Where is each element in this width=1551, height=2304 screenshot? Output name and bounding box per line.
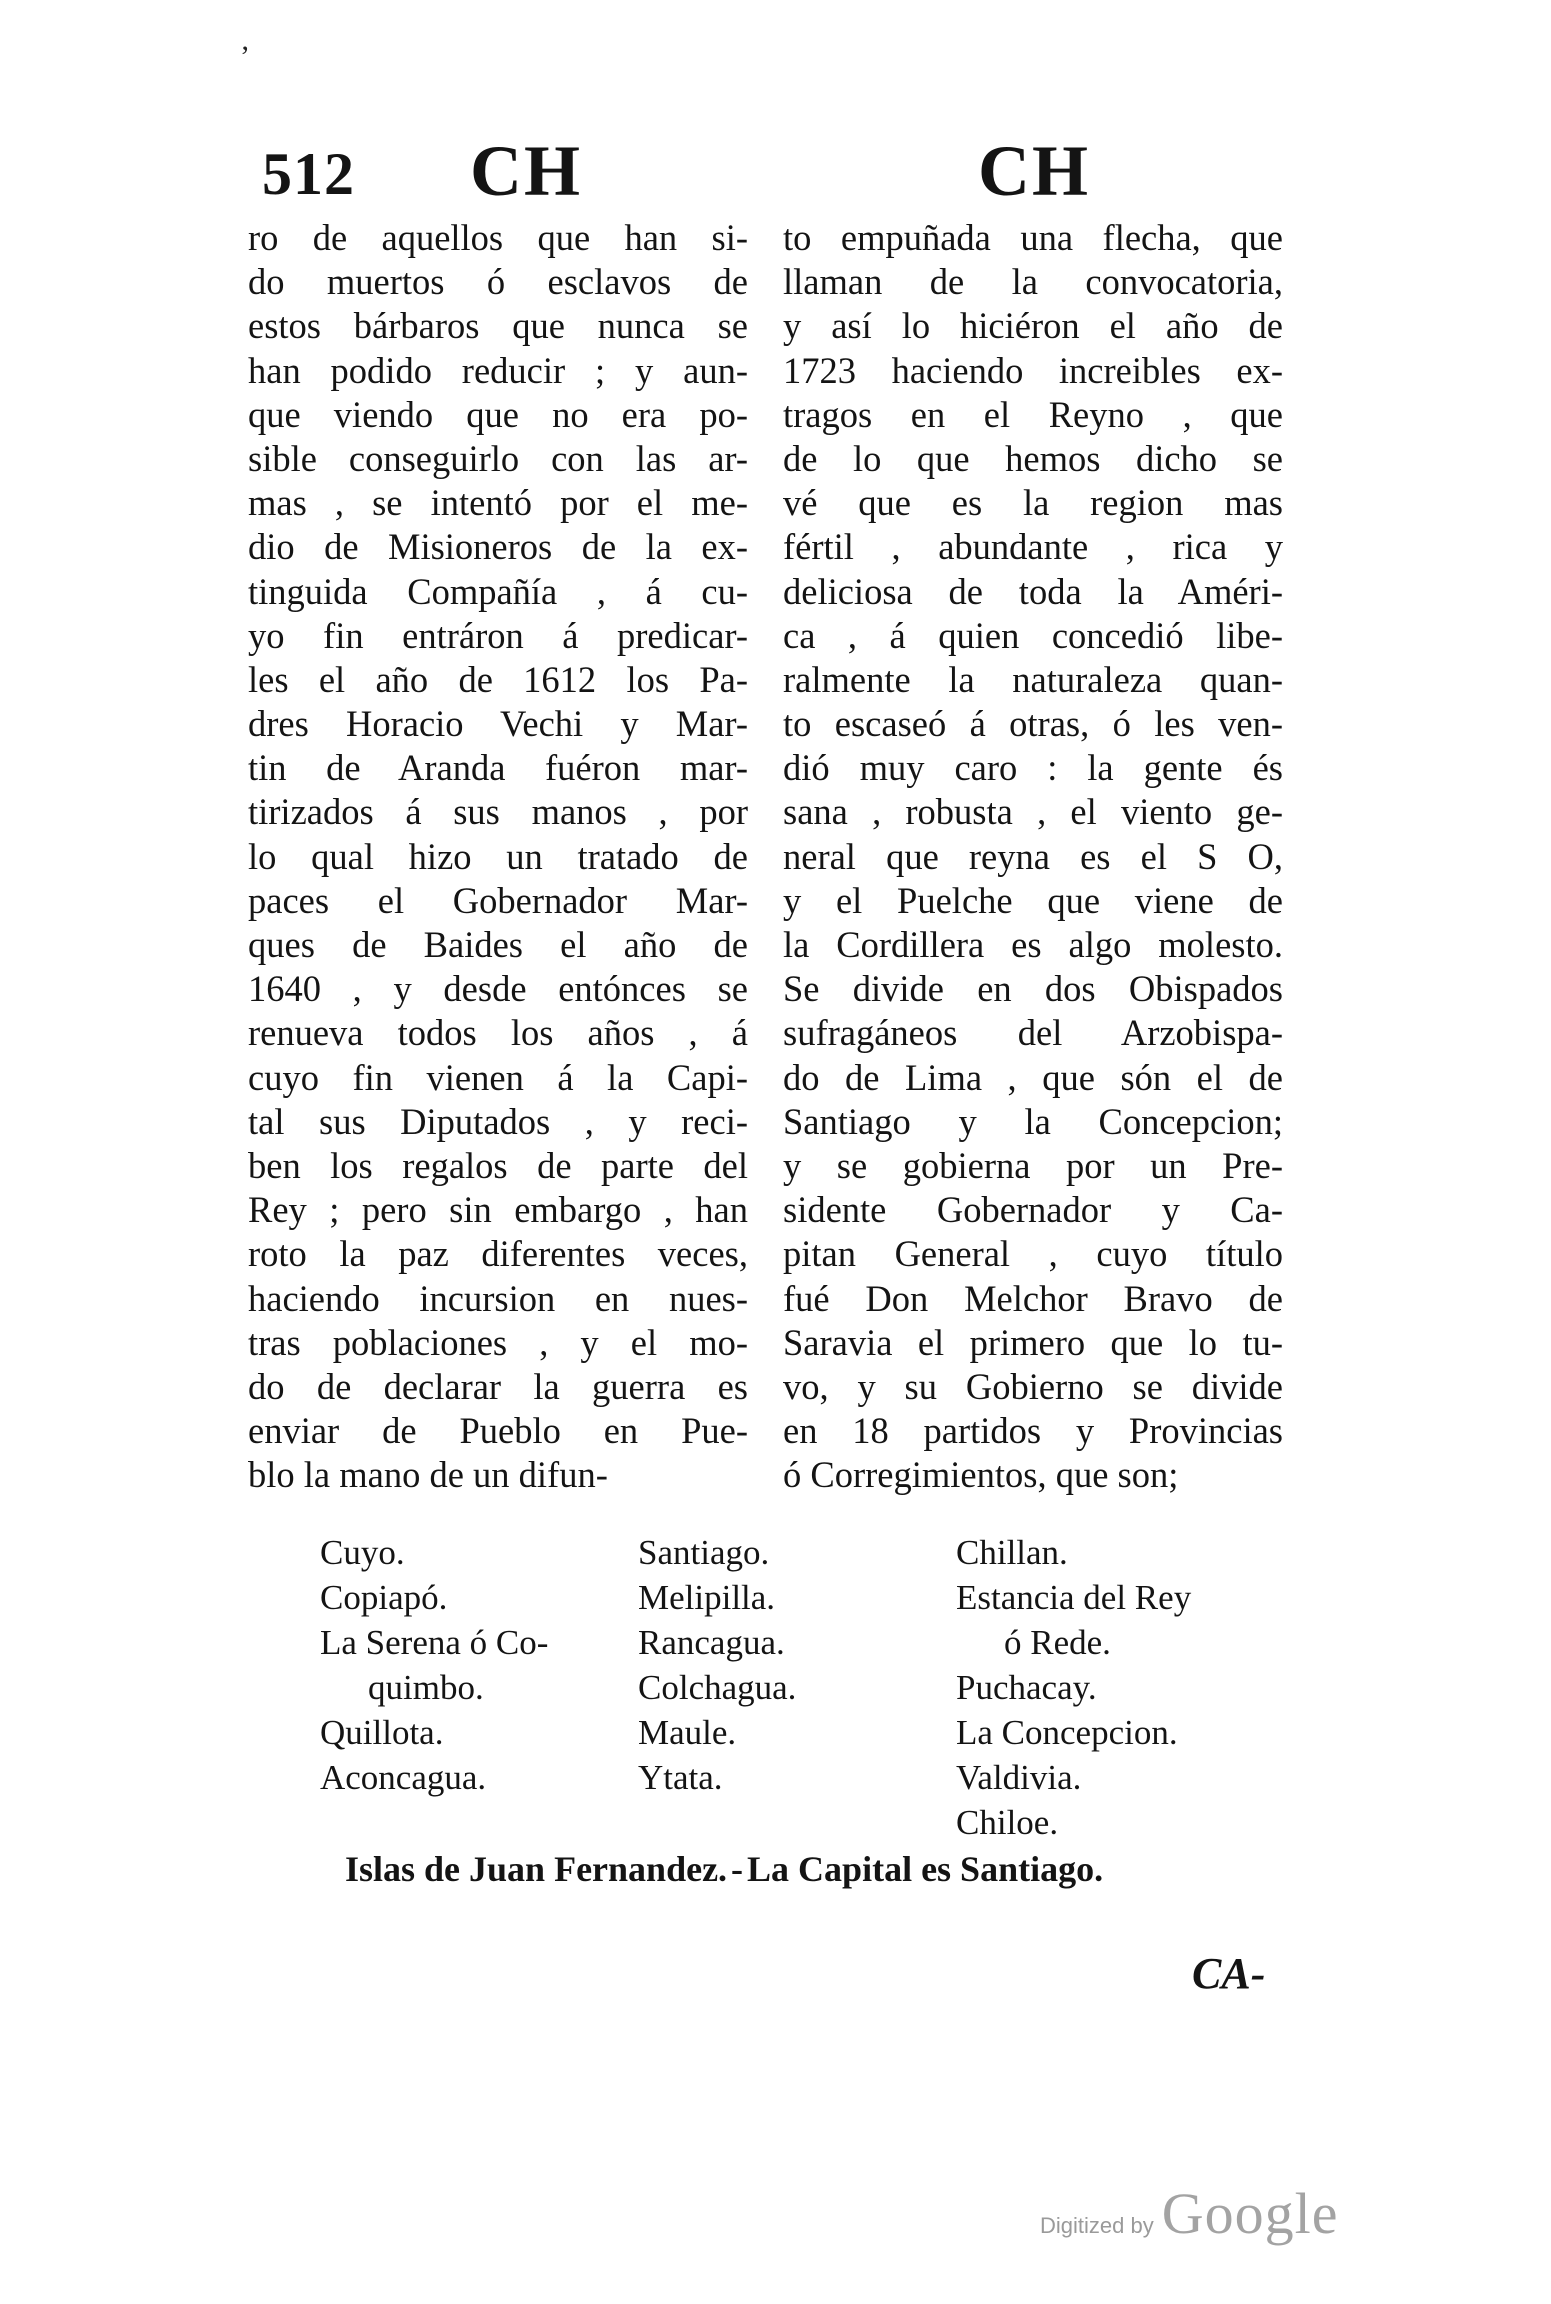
list-item: Quillota. xyxy=(320,1713,444,1752)
list-item: Maule. xyxy=(638,1713,737,1752)
text-line: dio de Misioneros de la ex- xyxy=(248,526,748,568)
text-line: yo fin entráron á predicar- xyxy=(248,614,748,656)
text-line: ó Corregimientos, que son; xyxy=(783,1454,1179,1496)
catchword: CA- xyxy=(1192,1949,1266,1998)
text-column-left xyxy=(248,216,748,1497)
list-item: Chiloe. xyxy=(956,1803,1059,1842)
provinces-column-3 xyxy=(956,1530,1191,1845)
text-line: neral que reyna es el S O, xyxy=(783,835,1283,877)
text-line: 1723 haciendo increibles ex- xyxy=(783,349,1283,391)
text-line: dres Horacio Vechi y Mar- xyxy=(248,703,748,745)
text-line: renueva todos los años , á xyxy=(248,1012,748,1054)
text-line: do de Lima , que són el de xyxy=(783,1056,1283,1098)
text-line: llaman de la convocatoria, xyxy=(783,261,1283,303)
text-line: en 18 partidos y Provincias xyxy=(783,1410,1283,1452)
text-line: pitan General , cuyo título xyxy=(783,1233,1283,1275)
text-line: fué Don Melchor Bravo de xyxy=(783,1277,1283,1319)
text-line: han podido reducir ; y aun- xyxy=(248,349,748,391)
list-item: Colchagua. xyxy=(638,1668,797,1707)
digitized-watermark xyxy=(1040,2180,1338,2247)
list-item: Valdivia. xyxy=(956,1758,1082,1797)
text-line: tras poblaciones , y el mo- xyxy=(248,1321,748,1363)
text-line: Se divide en dos Obispados xyxy=(783,968,1283,1010)
provinces-column-2 xyxy=(638,1530,796,1800)
text-line: dió muy caro : la gente és xyxy=(783,747,1283,789)
text-line: y el Puelche que viene de xyxy=(783,879,1283,921)
text-line: de lo que hemos dicho se xyxy=(783,437,1283,479)
text-line: fértil , abundante , rica y xyxy=(783,526,1283,568)
text-line: ben los regalos de parte del xyxy=(248,1144,748,1186)
text-line: Saravia el primero que lo tu- xyxy=(783,1321,1283,1363)
text-line: Rey ; pero sin embargo , han xyxy=(248,1189,748,1231)
text-line: Santiago y la Concepcion; xyxy=(783,1100,1283,1142)
provinces-column-1 xyxy=(320,1530,548,1800)
watermark-prefix: Digitized by xyxy=(1040,2213,1154,2238)
text-line: tinguida Compañía , á cu- xyxy=(248,570,748,612)
text-line: vé que es la region mas xyxy=(783,482,1283,524)
text-line: deliciosa de toda la Améri- xyxy=(783,570,1283,612)
list-item: Aconcagua. xyxy=(320,1758,487,1797)
text-line: blo la mano de un difun- xyxy=(248,1454,608,1496)
list-item: Estancia del Rey xyxy=(956,1578,1192,1617)
list-item: Copiapó. xyxy=(320,1578,448,1617)
text-line: tal sus Diputados , y reci- xyxy=(248,1100,748,1142)
text-line: y se gobierna por un Pre- xyxy=(783,1144,1283,1186)
text-line: do muertos ó esclavos de xyxy=(248,261,748,303)
islands-entry: Islas de Juan Fernandez. xyxy=(345,1849,728,1889)
text-line: y así lo hiciéron el año de xyxy=(783,305,1283,347)
list-item: ó Rede. xyxy=(1004,1623,1111,1662)
google-logo: Google xyxy=(1161,2181,1339,2246)
text-line: sible conseguirlo con las ar- xyxy=(248,437,748,479)
text-line: tirizados á sus manos , por xyxy=(248,791,748,833)
text-line: do de declarar la guerra es xyxy=(248,1365,748,1407)
text-line: ralmente la naturaleza quan- xyxy=(783,658,1283,700)
text-line: roto la paz diferentes veces, xyxy=(248,1233,748,1275)
text-line: ro de aquellos que han si- xyxy=(248,217,748,258)
list-item: Rancagua. xyxy=(638,1623,785,1662)
list-item: Chillan. xyxy=(956,1533,1068,1572)
list-item: Puchacay. xyxy=(956,1668,1097,1707)
capital-line xyxy=(345,1848,1103,1890)
text-line: to escaseó á otras, ó les ven- xyxy=(783,703,1283,745)
text-line: paces el Gobernador Mar- xyxy=(248,879,748,921)
text-line: to empuñada una flecha, que xyxy=(783,217,1283,258)
text-line: sufragáneos del Arzobispa- xyxy=(783,1012,1283,1054)
text-line: ques de Baides el año de xyxy=(248,924,748,965)
ink-mark: ’ xyxy=(240,40,250,73)
capital-entry: La Capital es Santiago. xyxy=(747,1849,1104,1889)
list-item: Ytata. xyxy=(638,1758,723,1797)
page-number: 512 xyxy=(262,141,355,207)
text-line: enviar de Pueblo en Pue- xyxy=(248,1410,748,1452)
text-line: tragos en el Reyno , que xyxy=(783,393,1283,435)
text-line: tin de Aranda fuéron mar- xyxy=(248,747,748,789)
list-item: La Concepcion. xyxy=(956,1713,1178,1752)
text-line: que viendo que no era po- xyxy=(248,393,748,435)
list-item: La Serena ó Co- xyxy=(320,1623,549,1662)
list-item: Santiago. xyxy=(638,1533,770,1572)
running-head-left: CH xyxy=(470,131,582,211)
running-head-right: CH xyxy=(978,131,1090,211)
text-line: sidente Gobernador y Ca- xyxy=(783,1189,1283,1231)
text-line: 1640 , y desde entónces se xyxy=(248,968,748,1010)
text-line: ca , á quien concedió libe- xyxy=(783,614,1283,656)
text-line: haciendo incursion en nues- xyxy=(248,1277,748,1319)
text-line: mas , se intentó por el me- xyxy=(248,482,748,524)
list-item: Cuyo. xyxy=(320,1533,405,1572)
text-line: les el año de 1612 los Pa- xyxy=(248,658,748,700)
text-line: la Cordillera es algo molesto. xyxy=(783,924,1283,965)
list-item: quimbo. xyxy=(368,1668,484,1707)
text-column-right xyxy=(783,216,1283,1497)
text-line: estos bárbaros que nunca se xyxy=(248,305,748,347)
list-item: Melipilla. xyxy=(638,1578,776,1617)
separator-dash: - xyxy=(731,1849,744,1889)
text-line: sana , robusta , el viento ge- xyxy=(783,791,1283,833)
text-line: vo, y su Gobierno se divide xyxy=(783,1365,1283,1407)
text-line: cuyo fin vienen á la Capi- xyxy=(248,1056,748,1098)
text-line: lo qual hizo un tratado de xyxy=(248,835,748,877)
